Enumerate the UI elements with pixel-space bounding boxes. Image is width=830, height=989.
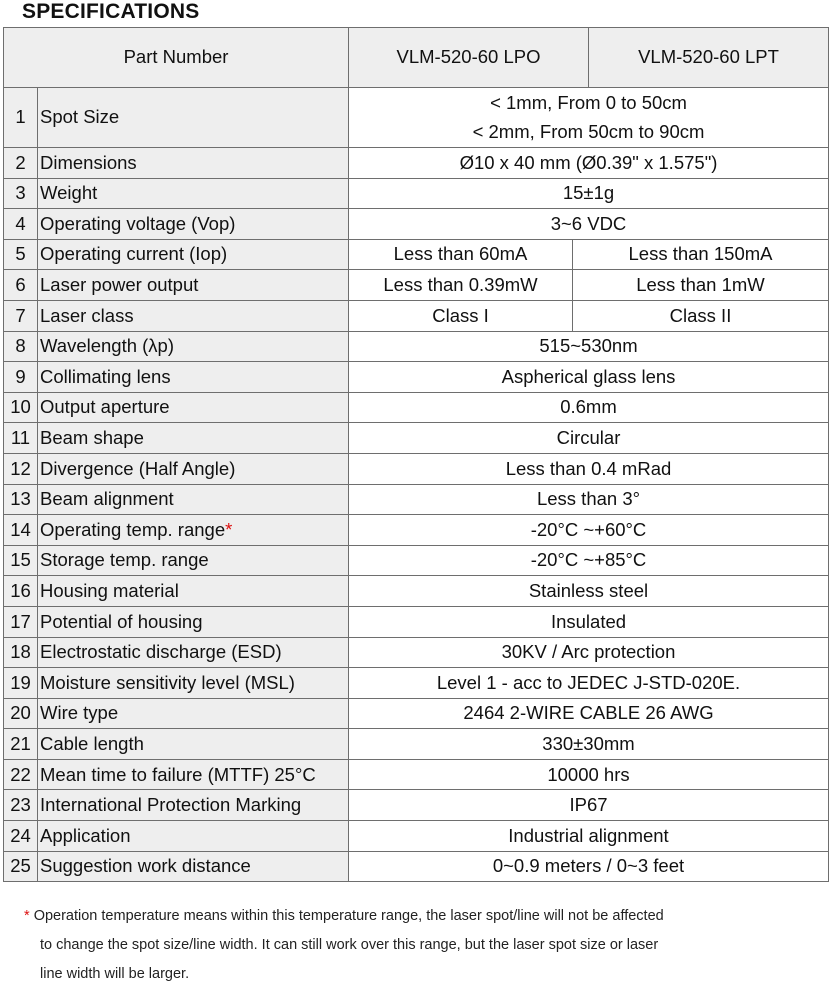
spec-label-text: Operating current (Iop) [40, 243, 228, 265]
spec-value [349, 484, 829, 515]
table-row [4, 423, 829, 454]
table-row [4, 515, 829, 546]
footnote-line-1: * Operation temperature means within this temperature range, the laser spot/line will not be affected [24, 908, 664, 924]
table-header-row [4, 28, 829, 88]
spec-label-text: Electrostatic discharge (ESD) [40, 641, 282, 663]
part-number-label: Part Number [4, 28, 349, 88]
spec-value-text: 0.6mm [560, 396, 617, 418]
spec-label [38, 423, 349, 454]
spec-label-text: Mean time to failure (MTTF) 25°C [40, 763, 316, 785]
spec-label [38, 209, 349, 240]
row-number: 11 [4, 423, 38, 454]
row-number: 25 [4, 851, 38, 882]
spec-value-text: Level 1 - acc to JEDEC J-STD-020E. [436, 671, 741, 693]
spec-value-text: < 1mm, From 0 to 50cm [490, 92, 687, 114]
spec-label [38, 698, 349, 729]
spec-label-text: Wavelength (λp) [40, 335, 175, 357]
spec-value-lpt: Class II [573, 300, 829, 331]
row-number: 14 [4, 515, 38, 546]
spec-value-text: Less than 3° [536, 488, 641, 510]
table-row [4, 392, 829, 423]
table-row [4, 606, 829, 637]
spec-label [38, 362, 349, 393]
spec-value-text: Ø10 x 40 mm (Ø0.39" x 1.575") [459, 151, 718, 173]
table-row [4, 239, 829, 270]
spec-value [349, 759, 829, 790]
table-row [4, 178, 829, 209]
row-number: 16 [4, 576, 38, 607]
spec-label [38, 453, 349, 484]
spec-label [38, 148, 349, 179]
spec-value-text: Stainless steel [528, 580, 649, 602]
spec-value-text: 0~0.9 meters / 0~3 feet [492, 855, 685, 877]
spec-label-text: Operating voltage (Vop) [40, 212, 236, 234]
spec-value-text: 515~530nm [539, 335, 638, 357]
spec-value-text: Insulated [550, 610, 627, 632]
spec-label-text: Cable length [40, 732, 144, 754]
spec-label-text: Wire type [40, 702, 119, 724]
model-a-header: VLM-520-60 LPO [349, 28, 589, 88]
spec-label [38, 606, 349, 637]
table-row [4, 821, 829, 852]
footnote-line-2: to change the spot size/line width. It can still work over this range, but the laser spot size or laser [40, 937, 659, 953]
table-row [4, 362, 829, 393]
spec-value [349, 729, 829, 760]
table-row [4, 209, 829, 240]
spec-label [38, 239, 349, 270]
spec-value [349, 576, 829, 607]
spec-label [38, 545, 349, 576]
table-row [4, 453, 829, 484]
spec-label [38, 178, 349, 209]
table-row [4, 851, 829, 882]
spec-value-text: 330±30mm [542, 732, 635, 754]
spec-label [38, 851, 349, 882]
page-title: SPECIFICATIONS [22, 0, 200, 23]
spec-value [349, 515, 829, 546]
spec-label-text: Output aperture [40, 396, 170, 418]
row-number: 23 [4, 790, 38, 821]
spec-label-text: Weight [40, 182, 98, 204]
spec-value-lpo: Less than 0.39mW [349, 270, 573, 301]
spec-value [349, 148, 829, 179]
spec-label [38, 484, 349, 515]
spec-value-text: Aspherical glass lens [501, 365, 676, 387]
row-number: 19 [4, 668, 38, 699]
row-number: 8 [4, 331, 38, 362]
spec-value-text: 15±1g [562, 182, 615, 204]
table-row [4, 270, 829, 301]
table-row [4, 331, 829, 362]
spec-label-text: Laser power output [40, 274, 199, 296]
spec-label [38, 668, 349, 699]
table-row [4, 545, 829, 576]
row-number: 13 [4, 484, 38, 515]
row-number: 3 [4, 178, 38, 209]
row-number: 10 [4, 392, 38, 423]
spec-value-text: 2464 2-WIRE CABLE 26 AWG [463, 702, 714, 724]
spec-label [38, 790, 349, 821]
table-row [4, 300, 829, 331]
spec-label-text: Laser class [40, 304, 134, 326]
spec-label [38, 821, 349, 852]
spec-label-text: Application [40, 824, 131, 846]
table-row [4, 576, 829, 607]
model-b-header: VLM-520-60 LPT [589, 28, 829, 88]
spec-value-text: -20°C ~+60°C [530, 518, 647, 540]
spec-value [349, 423, 829, 454]
table-row [4, 637, 829, 668]
table-row [4, 668, 829, 699]
spec-value [349, 362, 829, 393]
spec-value [349, 821, 829, 852]
spec-label-text: Storage temp. range [40, 549, 209, 571]
spec-label [38, 729, 349, 760]
row-number: 21 [4, 729, 38, 760]
spec-value-lpt: Less than 150mA [573, 239, 829, 270]
footnote-line-3: line width will be larger. [40, 966, 190, 982]
spec-label-text: Operating temp. range [40, 518, 226, 540]
table-row [4, 148, 829, 179]
spec-label [38, 270, 349, 301]
spec-value [349, 668, 829, 699]
row-number: 6 [4, 270, 38, 301]
spec-value [349, 331, 829, 362]
asterisk-mark: * [225, 518, 233, 540]
table-row [4, 484, 829, 515]
row-number: 2 [4, 148, 38, 179]
spec-value [349, 453, 829, 484]
spec-value-lpt: Less than 1mW [573, 270, 829, 301]
spec-label [38, 88, 349, 148]
spec-value-text: Less than 0.4 mRad [505, 457, 672, 479]
spec-label-text: International Protection Marking [40, 794, 302, 816]
table-row [4, 759, 829, 790]
spec-value [349, 392, 829, 423]
spec-value [349, 88, 829, 148]
spec-label [38, 515, 349, 546]
spec-value-text-line-2: < 2mm, From 50cm to 90cm [472, 120, 705, 142]
spec-label-text: Potential of housing [40, 610, 203, 632]
row-number: 12 [4, 453, 38, 484]
row-number: 7 [4, 300, 38, 331]
spec-value [349, 790, 829, 821]
specifications-table [3, 27, 829, 882]
spec-label-text: Divergence (Half Angle) [40, 457, 236, 479]
spec-label-text: Housing material [40, 580, 179, 602]
spec-value [349, 545, 829, 576]
row-number: 9 [4, 362, 38, 393]
spec-value-text: 30KV / Arc protection [501, 641, 676, 663]
row-number: 17 [4, 606, 38, 637]
row-number: 1 [4, 88, 38, 148]
spec-label [38, 637, 349, 668]
spec-value [349, 698, 829, 729]
spec-label [38, 300, 349, 331]
spec-value-lpo: Class I [349, 300, 573, 331]
footnote-asterisk: * [24, 908, 30, 924]
spec-value [349, 637, 829, 668]
spec-value-text: Industrial alignment [508, 824, 669, 846]
spec-value [349, 178, 829, 209]
table-row [4, 729, 829, 760]
spec-value-text: -20°C ~+85°C [530, 549, 647, 571]
row-number: 20 [4, 698, 38, 729]
row-number: 24 [4, 821, 38, 852]
spec-value [349, 851, 829, 882]
spec-value-text: 10000 hrs [547, 763, 630, 785]
spec-value [349, 606, 829, 637]
spec-label-text: Beam shape [40, 427, 144, 449]
spec-label-text: Collimating lens [40, 365, 171, 387]
table-row [4, 790, 829, 821]
spec-label [38, 759, 349, 790]
table-row [4, 698, 829, 729]
spec-value-lpo: Less than 60mA [349, 239, 573, 270]
row-number: 4 [4, 209, 38, 240]
spec-label-text: Suggestion work distance [40, 855, 251, 877]
table-row [4, 88, 829, 148]
spec-label-text: Spot Size [40, 106, 120, 128]
row-number: 5 [4, 239, 38, 270]
row-number: 15 [4, 545, 38, 576]
row-number: 18 [4, 637, 38, 668]
row-number: 22 [4, 759, 38, 790]
spec-label-text: Moisture sensitivity level (MSL) [40, 671, 295, 693]
spec-label [38, 392, 349, 423]
footnote [24, 902, 804, 989]
spec-value-text: Circular [556, 427, 621, 449]
spec-label-text: Dimensions [40, 151, 137, 173]
spec-label [38, 576, 349, 607]
spec-value-text: IP67 [569, 794, 608, 816]
spec-label-text: Beam alignment [40, 488, 174, 510]
spec-label [38, 331, 349, 362]
spec-value [349, 209, 829, 240]
spec-value-text: 3~6 VDC [550, 212, 627, 234]
